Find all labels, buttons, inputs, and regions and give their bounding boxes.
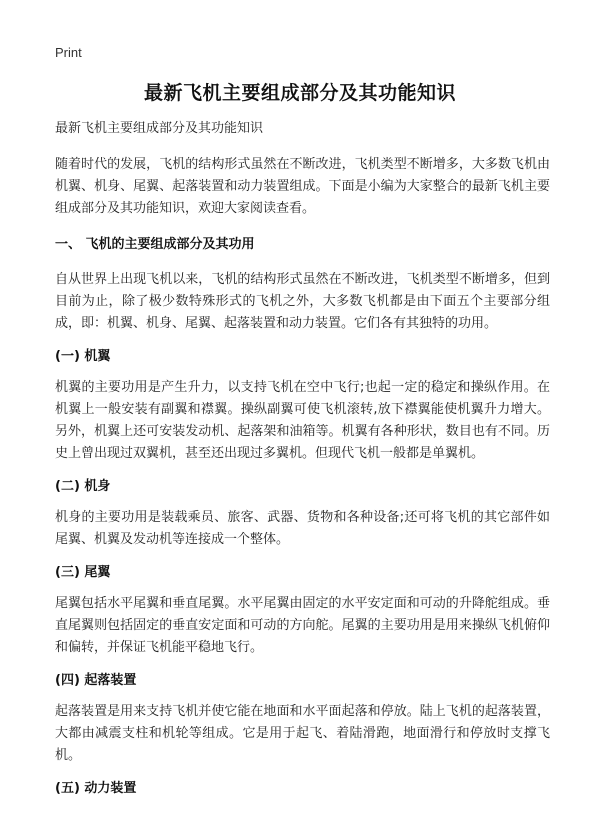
document-body	[55, 118, 550, 809]
document-subtitle: 最新飞机主要组成部分及其功能知识	[55, 121, 264, 136]
section-paragraph-main-parts: 自从世界上出现飞机以来，飞机的结构形式虽然在不断改进，飞机类型不断增多，但到目前为止，除了极少数特殊形式的飞机之外，大多数飞机都是由下面五个主要部分组成，即：机翼、机身、尾翼、起落装置和动力装置。它们各有其独特的功用。	[55, 272, 550, 331]
section-heading-main-parts: 一、 飞机的主要组成部分及其功用	[55, 237, 255, 252]
heading-fuselage: (二) 机身	[55, 479, 111, 494]
intro-paragraph: 随着时代的发展，飞机的结构形式虽然在不断改进，飞机类型不断增多，大多数飞机由机翼、机身、尾翼、起落装置和动力装置组成。下面是小编为大家整合的最新飞机主要组成部分及其功能知识，欢迎大家阅读查看。	[55, 157, 550, 216]
print-label: Print	[55, 45, 82, 60]
paragraph-landing-gear: 起落装置是用来支持飞机并使它能在地面和水平面起落和停放。陆上飞机的起落装置，大都由减震支柱和机轮等组成。它是用于起飞、着陆滑跑，地面滑行和停放时支撑飞机。	[55, 704, 550, 763]
heading-powerplant: (五) 动力装置	[55, 781, 137, 796]
paragraph-fuselage: 机身的主要功用是装载乘员、旅客、武器、货物和各种设备;还可将飞机的其它部件如尾翼、机翼及发动机等连接成一个整体。	[55, 510, 550, 547]
paragraph-tail: 尾翼包括水平尾翼和垂直尾翼。水平尾翼由固定的水平安定面和可动的升降舵组成。垂直尾翼则包括固定的垂直安定面和可动的方向舵。尾翼的主要功用是用来操纵飞机俯仰和偏转，并保证飞机能平稳地飞行。	[55, 596, 550, 655]
heading-tail: (三) 尾翼	[55, 565, 111, 580]
heading-wing: (一) 机翼	[55, 349, 111, 364]
heading-landing-gear: (四) 起落装置	[55, 673, 137, 688]
paragraph-wing: 机翼的主要功用是产生升力，以支持飞机在空中飞行;也起一定的稳定和操纵作用。在机翼上一般安装有副翼和襟翼。操纵副翼可使飞机滚转,放下襟翼能使机翼升力增大。另外，机翼上还可安装发动机、起落架和油箱等。机翼有各种形状，数目也有不同。历史上曾出现过双翼机，甚至还出现过多翼机。但现代飞机一般都是单翼机。	[55, 380, 550, 461]
document-title: 最新飞机主要组成部分及其功能知识	[143, 82, 456, 104]
